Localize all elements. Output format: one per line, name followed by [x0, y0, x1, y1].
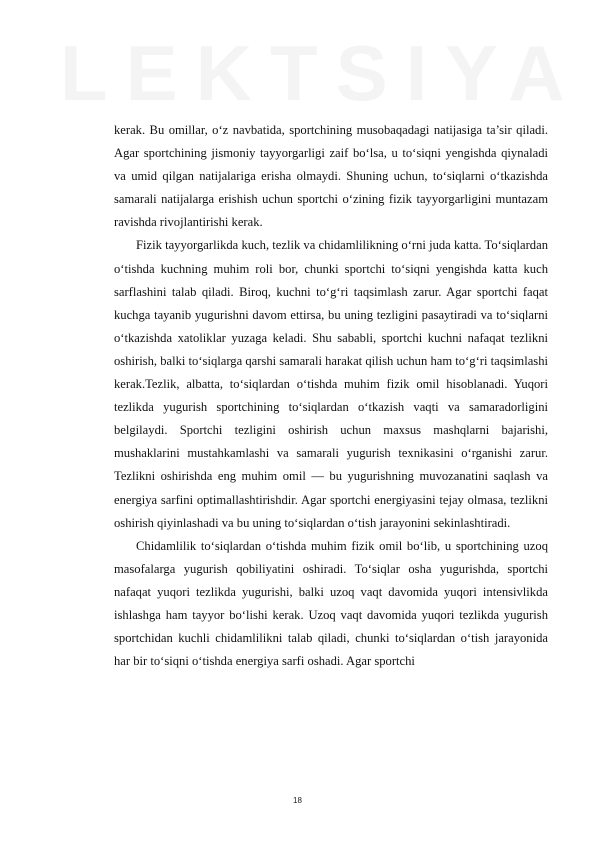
- document-body: [114, 119, 548, 673]
- page-number: 18: [293, 796, 302, 805]
- paragraph-1: kerak. Bu omillar, o‘z navbatida, sportchining musobaqadagi natijasiga ta’sir qiladi. Agar sportchining jismoniy tayyorgarligi zaif bo‘lsa, u to‘siqni yengishda qiynaladi va umid qilgan natijalariga erisha olmaydi. Shuning uchun, to‘siqlarni o‘tkazishda samarali natijalarga erishish uchun sportchi o‘zining fizik tayyorgarligini muntazam ravishda rivojlantirishi kerak.: [114, 123, 548, 230]
- svg-text:LEKTSIYA: LEKTSIYA: [60, 29, 583, 117]
- paragraph-3: Chidamlilik to‘siqlardan o‘tishda muhim fizik omil bo‘lib, u sportchining uzoq masofalarga yugurish qobiliyatini oshiradi. To‘siqlar osha yugurishda, sportchi nafaqat yuqori tezlikda yugurishi, balki uzoq vaqt davomida yuqori intensivlikda ishlashga ham tayyor bo‘lishi kerak. Uzoq vaqt davomida yuqori tezlikda yugurish sportchidan kuchli chidamlilikni talab qiladi, chunki to‘siqlardan o‘tish jarayonida har bir to‘siqni o‘tishda energiya sarfi oshadi. Agar sportchi: [114, 538, 548, 669]
- watermark-logo-icon: [0, 0, 595, 120]
- paragraph-2: Fizik tayyorgarlikda kuch, tezlik va chidamlilikning o‘rni juda katta. To‘siqlardan o‘tishda kuchning muhim roli bor, chunki sportchi to‘siqni yengishda katta kuch sarflashini talab qiladi. Biroq, kuchni to‘g‘ri taqsimlash zarur. Agar sportchi faqat kuchga tayanib yugurishni davom ettirsa, bu uning tezligini pasaytiradi va to‘siqlarni o‘tkazishda xatoliklar yuzaga keladi. Shu sababli, sportchi kuchni nafaqat tezlikni oshirish, balki to‘siqlarga qarshi samarali harakat qilish uchun ham to‘g‘ri taqsimlashi kerak.Tezlik, albatta, to‘siqlardan o‘tishda muhim fizik omil hisoblanadi. Yuqori tezlikda yugurish sportchining to‘siqlardan o‘tkazish vaqti va samaradorligini belgilaydi. Sportchi tezligini oshirish uchun maxsus mashqlarni bajarishi, mushaklarini mustahkamlashi va samarali yugurish texnikasini o‘rganishi zarur. Tezlikni oshirishda eng muhim omil — bu yugurishning muvozanatini saqlash va energiya sarfini optimallashtirishdir. Agar sportchi energiyasini tejay olmasa, tezlikni oshirish qiyinlashadi va bu uning to‘siqlardan o‘tish jarayonini sekinlashtiradi.: [114, 238, 548, 530]
